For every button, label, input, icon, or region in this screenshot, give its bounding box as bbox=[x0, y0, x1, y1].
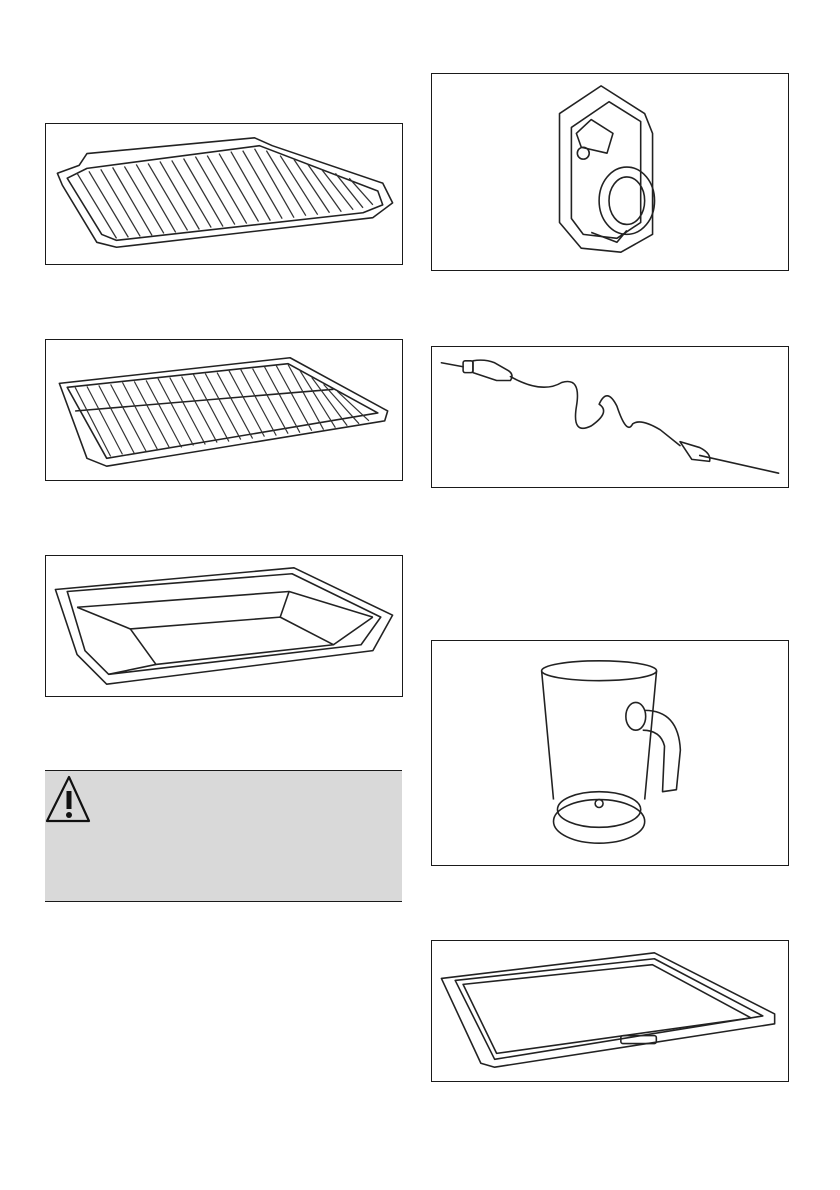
accessory-meat-probe bbox=[431, 346, 789, 488]
meat-probe-icon bbox=[432, 347, 788, 487]
accessory-wire-rack-flat bbox=[45, 339, 403, 481]
accessory-rack-support-clip bbox=[431, 73, 789, 271]
accessory-wire-rack-curved bbox=[45, 123, 403, 265]
accessory-deep-baking-tray bbox=[45, 555, 403, 697]
wire-rack-curved-icon bbox=[46, 124, 402, 264]
glass-jug-icon bbox=[432, 641, 788, 865]
flat-baking-sheet-icon bbox=[432, 941, 788, 1081]
deep-baking-tray-icon bbox=[46, 556, 402, 696]
accessory-glass-jug bbox=[431, 640, 789, 866]
wire-rack-flat-icon bbox=[46, 340, 402, 480]
warning-box bbox=[45, 770, 402, 902]
warning-triangle-icon bbox=[45, 771, 105, 831]
accessory-flat-baking-sheet bbox=[431, 940, 789, 1082]
rack-support-clip-icon bbox=[432, 74, 788, 270]
